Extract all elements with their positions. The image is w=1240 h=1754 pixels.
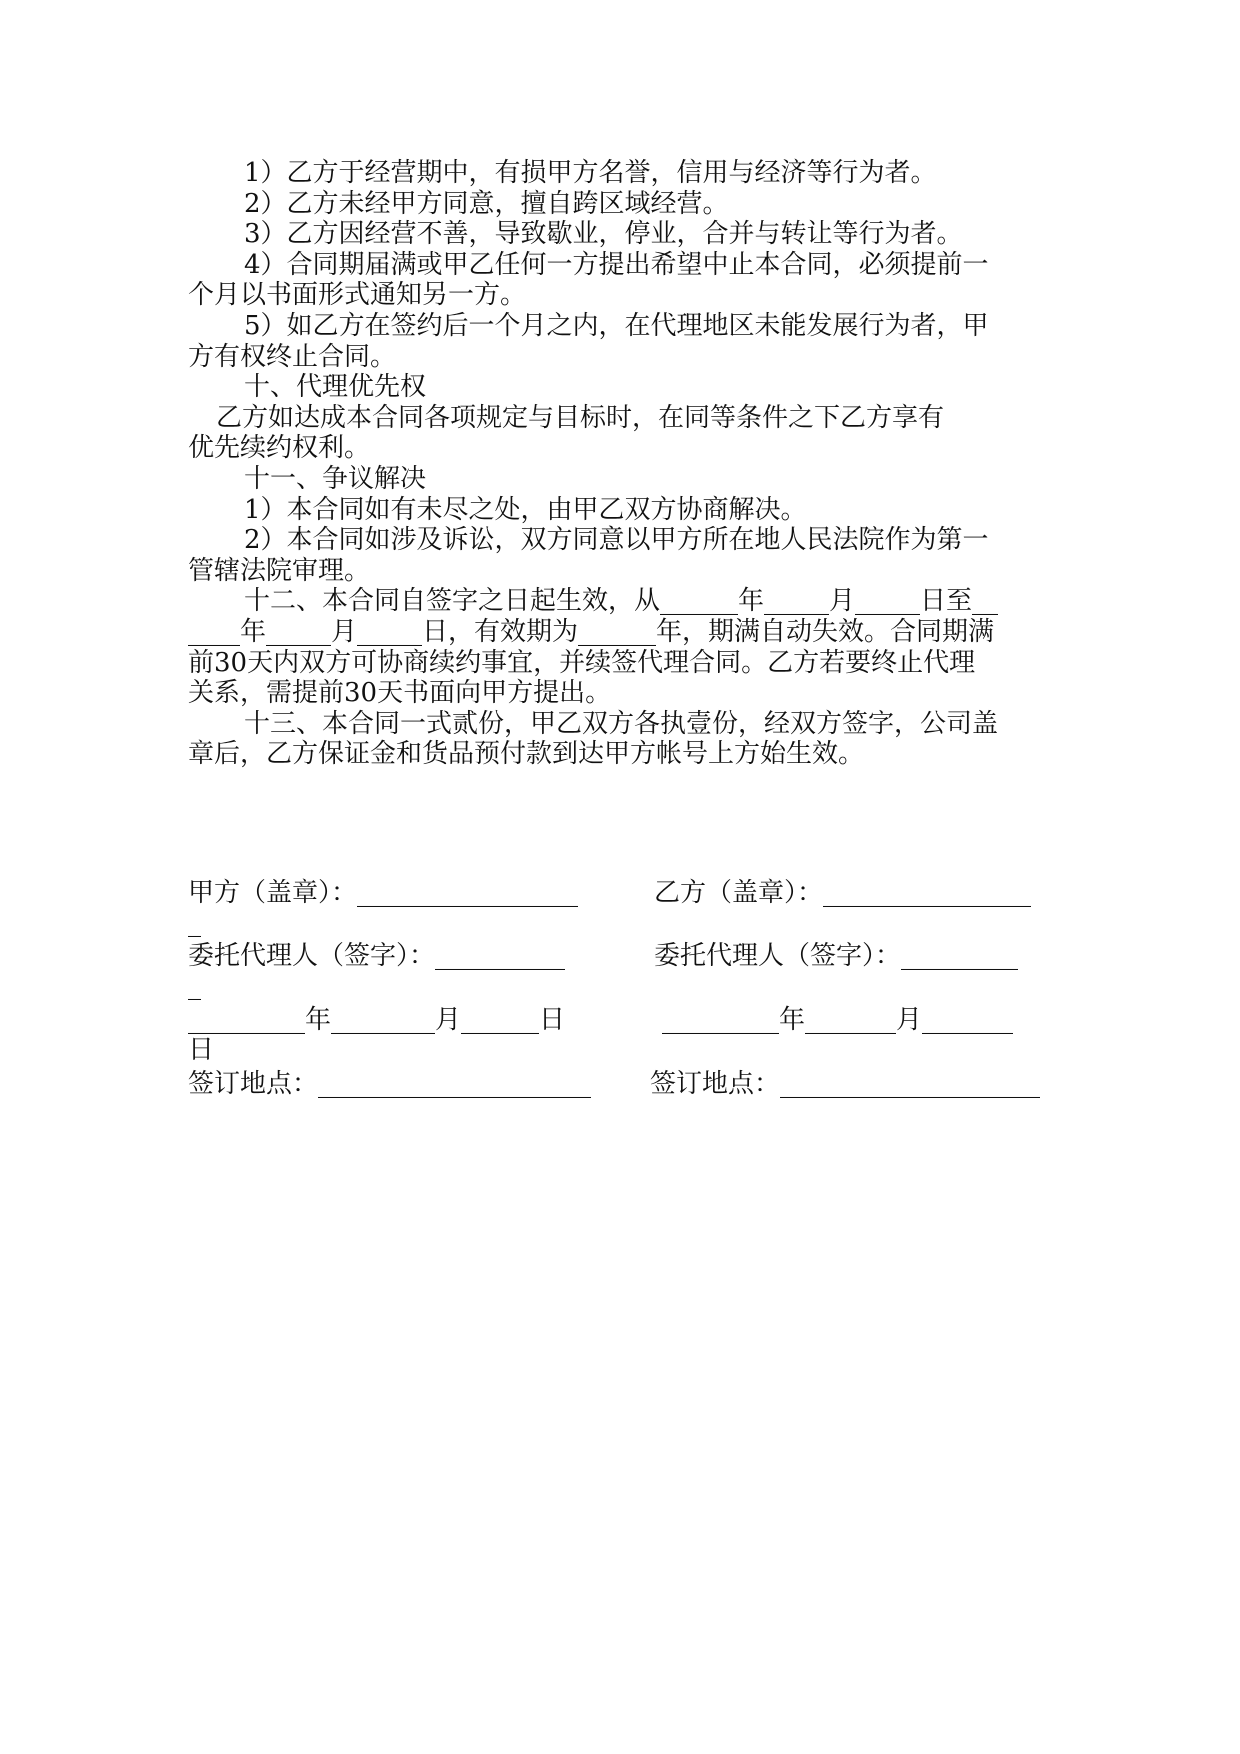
agent-row: [188, 941, 1068, 1001]
clause-line: 2）本合同如涉及诉讼，双方同意以甲方所在地人民法院作为第一: [244, 525, 989, 556]
seal-row: [188, 878, 1068, 938]
clause-line: 章后，乙方保证金和货品预付款到达甲方帐号上方始生效。: [188, 739, 865, 770]
clause-line: 4）合同期届满或甲乙任何一方提出希望中止本合同，必须提前一: [244, 249, 989, 280]
clause-line: 关系，需提前30天书面向甲方提出。: [188, 678, 612, 709]
clause-line: 优先续约权利。: [188, 433, 371, 464]
clause-line: 前30天内双方可协商续约事宜，并续签代理合同。乙方若要终止代理: [188, 647, 976, 678]
date-a-wrap: 日: [188, 1035, 215, 1065]
date-row: [188, 1005, 1068, 1065]
section-heading: 十、代理优先权: [244, 372, 427, 403]
date-b-field: _________年_______月_______: [662, 1005, 1014, 1035]
place-b-field: 签订地点：____________________: [650, 1069, 1041, 1099]
clause-line: 3）乙方因经营不善，导致歇业，停业，合并与转让等行为者。: [244, 219, 963, 250]
clause-line: 个月以书面形式通知另一方。: [188, 280, 527, 311]
clause-line: 5）如乙方在签约后一个月之内，在代理地区未能发展行为者，甲: [244, 310, 989, 341]
clause-line: ____年_____月_____日，有效期为______年，期满自动失效。合同期满: [188, 616, 995, 647]
party-a-seal-field: 甲方（盖章）：_________________: [188, 878, 579, 908]
clause-line: 管辖法院审理。: [188, 555, 371, 586]
clause-line: 十二、本合同自签字之日起生效，从______年_____月_____日至__: [244, 586, 999, 617]
place-row: [188, 1069, 1068, 1129]
agent-a-wrap: _: [188, 971, 201, 1001]
clause-line: 2）乙方未经甲方同意，擅自跨区域经营。: [244, 188, 729, 219]
contract-body: [188, 158, 1054, 770]
agent-a-field: 委托代理人（签字）：__________: [188, 941, 566, 971]
party-a-seal-wrap: _: [188, 908, 201, 938]
place-a-field: 签订地点：_____________________: [188, 1069, 592, 1099]
clause-line: 十三、本合同一式贰份，甲乙双方各执壹份，经双方签字，公司盖: [244, 708, 999, 739]
section-heading: 十一、争议解决: [244, 463, 427, 494]
clause-line: 乙方如达成本合同各项规定与目标时，在同等条件之下乙方享有: [216, 402, 945, 433]
clause-line: 1）本合同如有未尽之处，由甲乙双方协商解决。: [244, 494, 807, 525]
date-a-field: _________年________月______日: [188, 1005, 566, 1035]
clause-line: 1）乙方于经营期中，有损甲方名誉，信用与经济等行为者。: [244, 158, 937, 188]
clause-line: 方有权终止合同。: [188, 341, 397, 372]
party-b-seal-field: 乙方（盖章）：________________: [654, 878, 1032, 908]
agent-b-field: 委托代理人（签字）：_________: [654, 941, 1019, 971]
